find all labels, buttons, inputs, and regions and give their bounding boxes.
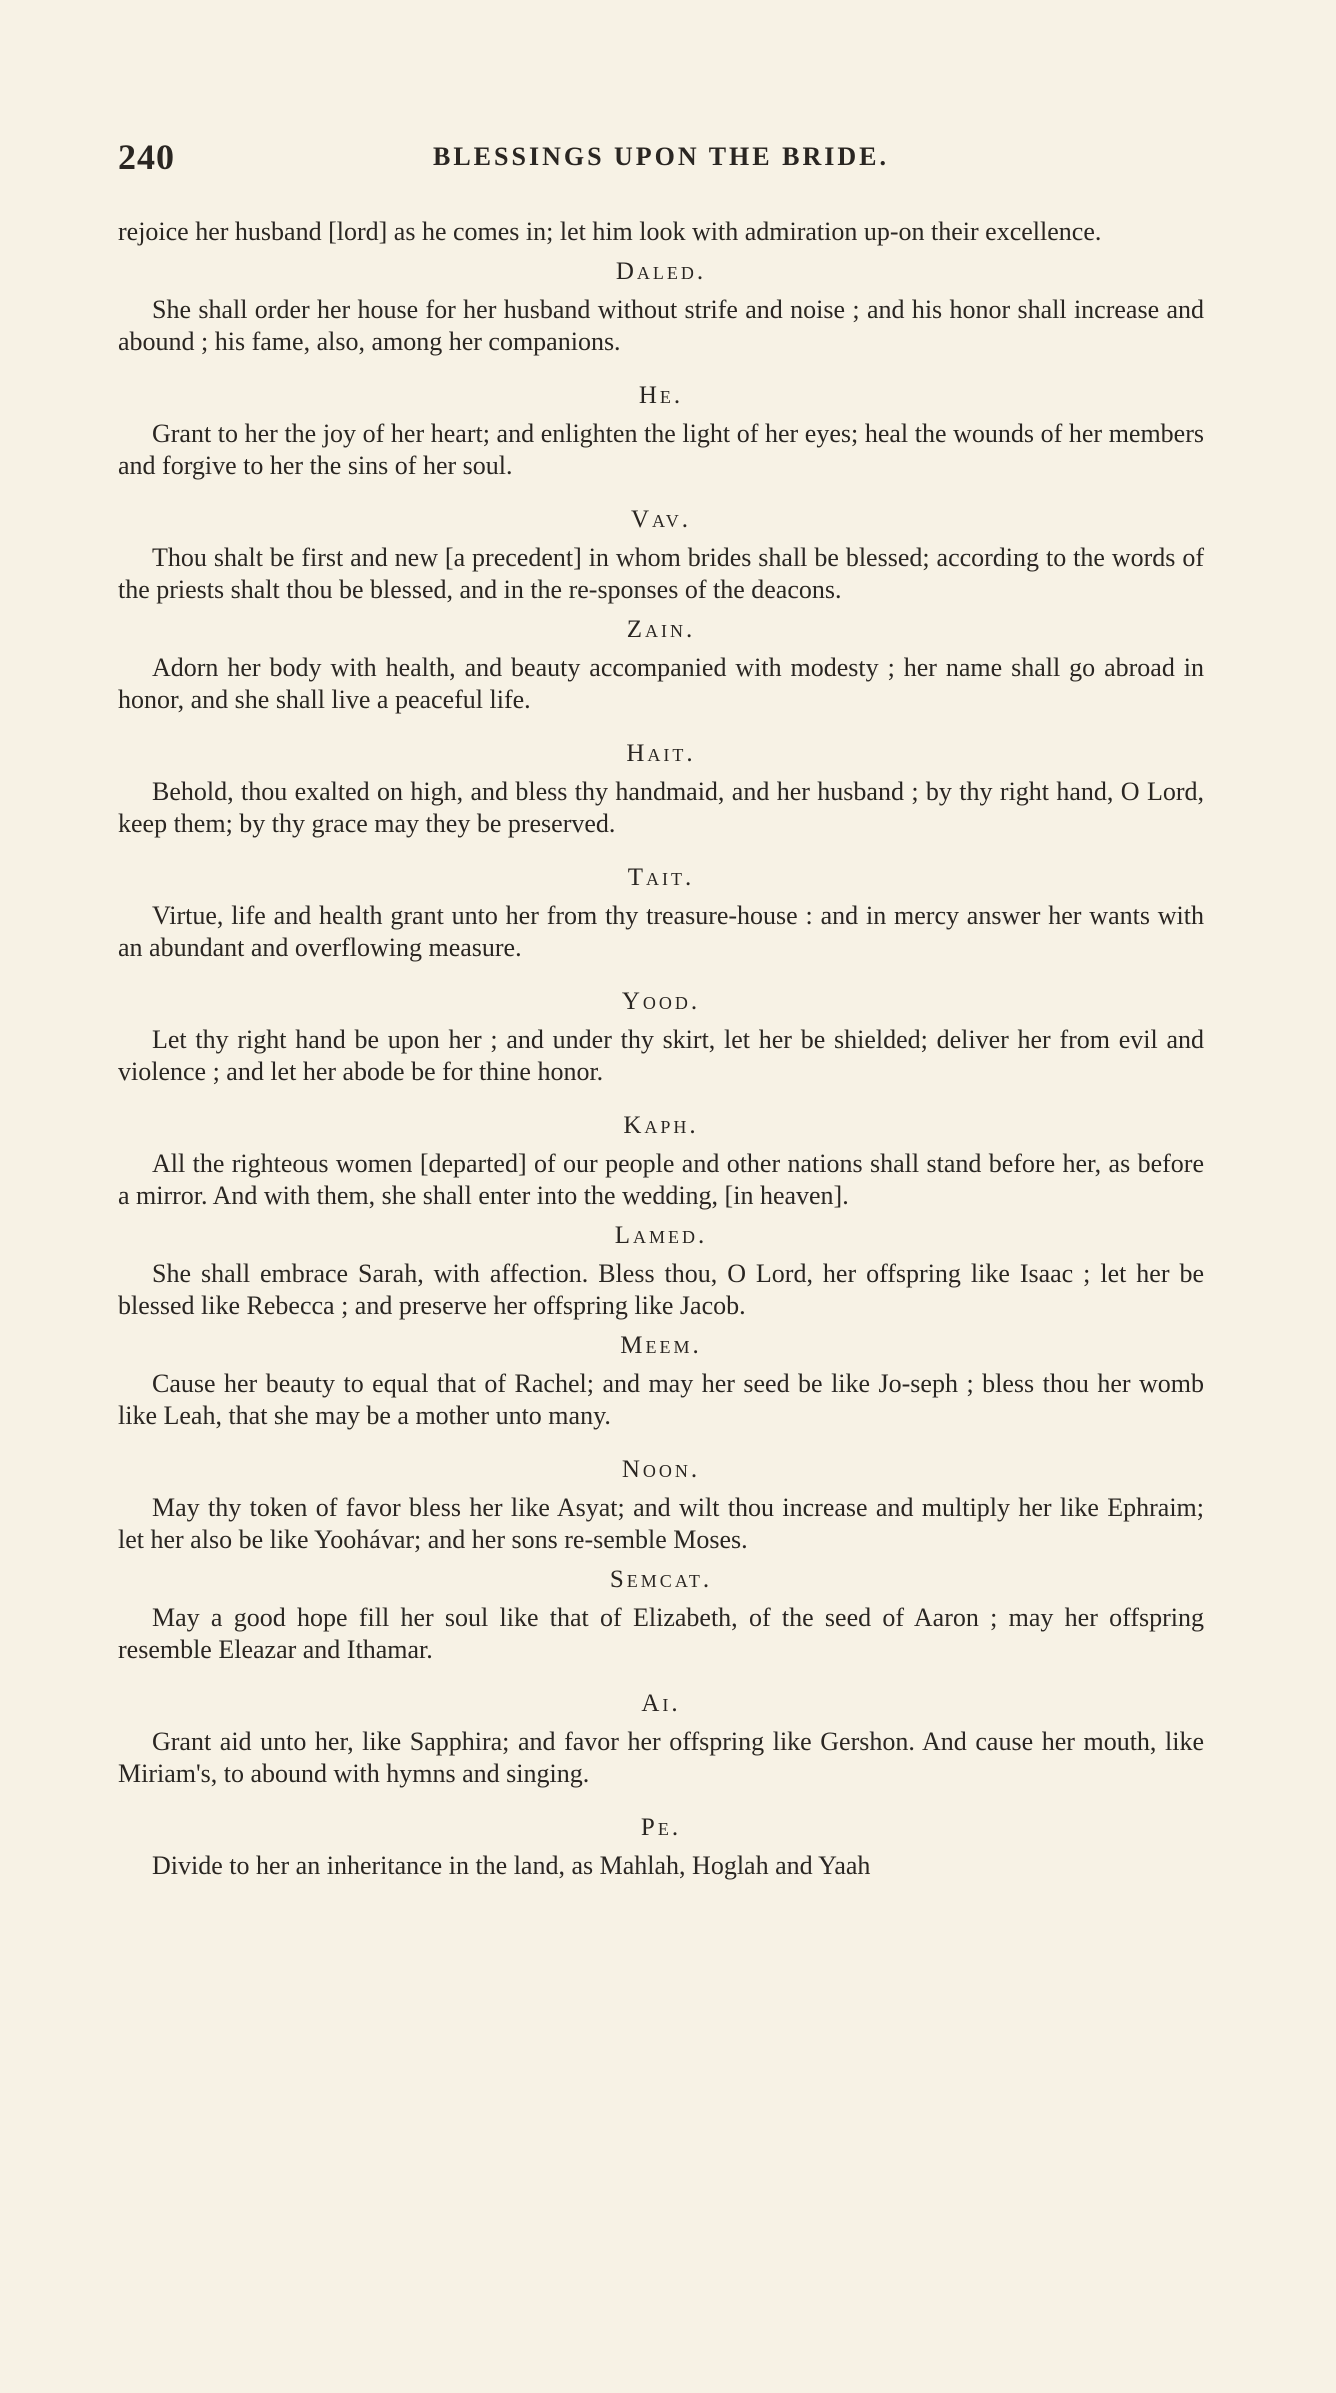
- section-heading-meem: Meem.: [620, 1332, 702, 1359]
- section-heading-kaph: Kaph.: [623, 1112, 699, 1139]
- section-text-semcat: May a good hope fill her soul like that of Elizabeth, of the seed of Aaron ; may her offspring resemble Eleazar and Ithamar.: [118, 1603, 1204, 1664]
- section-text-lamed: She shall embrace Sarah, with affection. Bless thou, O Lord, her offspring like Isaac ; let her be blessed like Rebecca ; and preserve her offspring like Jacob.: [118, 1259, 1204, 1320]
- section-heading-zain: Zain.: [626, 616, 696, 643]
- section-text-vav: Thou shalt be first and new [a precedent] in whom brides shall be blessed; according to the words of the priests shalt thou be blessed, and in the re-sponses of the deacons.: [118, 543, 1204, 604]
- section-heading-semcat: Semcat.: [609, 1566, 713, 1593]
- section-text-ai: Grant aid unto her, like Sapphira; and favor her offspring like Gershon. And cause her mouth, like Miriam's, to abound with hymns and singing.: [118, 1727, 1204, 1788]
- section-text-hait: Behold, thou exalted on high, and bless thy handmaid, and her husband ; by thy right hand, O Lord, keep them; by thy grace may they be preserved.: [118, 777, 1204, 838]
- section-heading-hait: Hait.: [626, 740, 696, 767]
- section-text-tait: Virtue, life and health grant unto her from thy treasure-house : and in mercy answer her wants with an abundant and overflowing measure.: [118, 901, 1204, 962]
- section-text-kaph: All the righteous women [departed] of our people and other nations shall stand before her, as before a mirror. And with them, she shall enter into the wedding, [in heaven].: [118, 1149, 1204, 1210]
- section-text-yood: Let thy right hand be upon her ; and under thy skirt, let her be shielded; deliver her from evil and violence ; and let her abode be for thine honor.: [118, 1025, 1204, 1086]
- running-head: [118, 136, 1204, 180]
- page-number: 240: [118, 137, 175, 177]
- section-heading-tait: Tait.: [627, 864, 695, 891]
- body-text: [118, 216, 1204, 1882]
- running-title: BLESSINGS UPON THE BRIDE.: [433, 142, 889, 171]
- section-heading-yood: Yood.: [621, 988, 701, 1015]
- section-heading-he: He.: [638, 382, 684, 409]
- section-text-meem: Cause her beauty to equal that of Rachel; and may her seed be like Jo-seph ; bless thou her womb like Leah, that she may be a mother unto many.: [118, 1369, 1204, 1430]
- opening-paragraph: rejoice her husband [lord] as he comes in; let him look with admiration up-on their excellence.: [118, 217, 1102, 246]
- section-heading-vav: Vav.: [631, 506, 691, 533]
- section-heading-daled: Daled.: [615, 258, 707, 285]
- section-heading-pe: Pe.: [640, 1814, 682, 1841]
- section-text-daled: She shall order her house for her husband without strife and noise ; and his honor shall increase and abound ; his fame, also, among her companions.: [118, 295, 1204, 356]
- section-text-pe: Divide to her an inheritance in the land, as Mahlah, Hoglah and Yaah: [152, 1851, 871, 1880]
- section-heading-ai: Ai.: [641, 1690, 681, 1717]
- section-text-he: Grant to her the joy of her heart; and enlighten the light of her eyes; heal the wounds of her members and forgive to her the sins of her soul.: [118, 419, 1204, 480]
- section-text-noon: May thy token of favor bless her like Asyat; and wilt thou increase and multiply her like Ephraim; let her also be like Yoohávar; and her sons re-semble Moses.: [118, 1493, 1204, 1554]
- section-heading-lamed: Lamed.: [614, 1222, 708, 1249]
- section-text-zain: Adorn her body with health, and beauty accompanied with modesty ; her name shall go abroad in honor, and she shall live a peaceful life.: [118, 653, 1204, 714]
- section-heading-noon: Noon.: [621, 1456, 701, 1483]
